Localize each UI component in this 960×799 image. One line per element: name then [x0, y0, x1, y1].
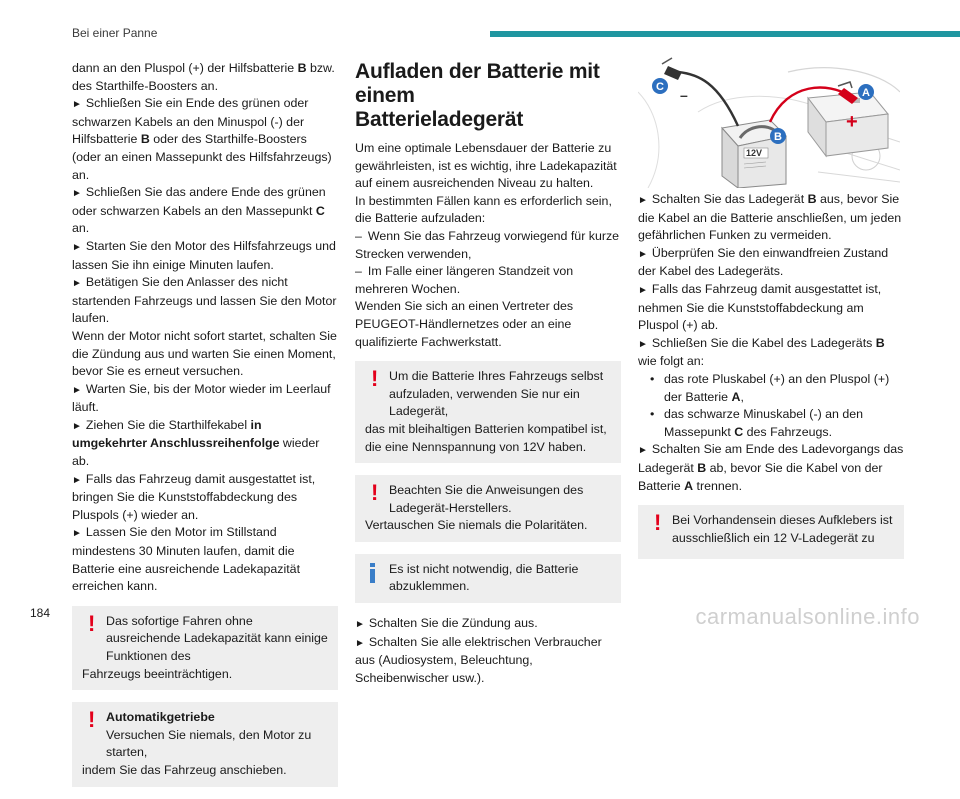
- list-item: – Im Falle einer längeren Standzeit von mehreren Wochen.: [355, 264, 574, 296]
- svg-text:B: B: [774, 131, 782, 143]
- list-item: – Wenn Sie das Fahrzeug vorwiegend für kurze Strecken verwenden,: [355, 228, 620, 261]
- step-item: ► Falls das Fahrzeug damit ausgestattet ist, bringen Sie die Kunststoffabdeckung des Pluspols (+) wieder an.: [72, 471, 316, 522]
- info-icon: [370, 563, 375, 583]
- step-arrow-icon: ►: [355, 637, 365, 649]
- step-item: ► Falls das Fahrzeug damit ausgestattet ist, nehmen Sie die Kunststoffabdeckung am Pluspol (+) ab.: [638, 281, 882, 333]
- svg-text:A: A: [862, 87, 870, 99]
- step-item: ► Schalten Sie am Ende des Ladevorgangs das Ladegerät B ab, bevor Sie die Kabel von der Batterie A trennen.: [638, 442, 904, 493]
- label-c: [652, 78, 668, 94]
- step-arrow-icon: ►: [72, 278, 82, 290]
- step-arrow-icon: ►: [638, 248, 648, 260]
- warning-exclamation-icon: !: [88, 610, 96, 636]
- step-item: ► Ziehen Sie die Starthilfekabel in umgekehrter Anschlussreihenfolge wieder ab.: [72, 417, 320, 469]
- step-item: ► Schließen Sie die Kabel des Ladegeräts B wie folgt an:: [638, 335, 885, 369]
- warning-exclamation-icon: !: [371, 366, 379, 392]
- step-arrow-icon: ►: [638, 338, 648, 350]
- step-item: ► Betätigen Sie den Anlasser des nicht startenden Fahrzeugs und lassen Sie den Motor laufen.: [72, 275, 337, 326]
- column-1: [72, 60, 338, 799]
- column-2: [355, 60, 621, 687]
- column-3: [638, 191, 904, 571]
- warning-note: ! Um die Batterie Ihres Fahrzeugs selbst aufzuladen, verwenden Sie nur ein Ladegerät, das mit bleihaltigen Batterien kompatibel ist, die eine Nennspannung von 12V haben.: [355, 361, 621, 463]
- bullet-icon: •: [650, 371, 655, 386]
- step-item: ► Überprüfen Sie den einwandfreien Zustand der Kabel des Ladegeräts.: [638, 245, 889, 279]
- step-item: ► Schalten Sie das Ladegerät B aus, bevor Sie die Kabel an die Batterie anschließen, um jeden gefährlichen Funken zu vermeiden.: [638, 192, 902, 243]
- paragraph: In bestimmten Fällen kann es erforderlich sein, die Batterie aufzuladen:: [355, 193, 612, 226]
- step-arrow-icon: ►: [72, 420, 82, 432]
- warning-exclamation-icon: !: [371, 480, 379, 506]
- step-item: ► Lassen Sie den Motor im Stillstand mindestens 30 Minuten laufen, damit die Batterie eine ausreichende Ladekapazität erreichen kann.: [72, 525, 301, 594]
- paragraph: Um eine optimale Lebensdauer der Batterie zu gewährleisten, ist es wichtig, ihre Ladekapazität auf einem ausreichenden Niveau zu halten.: [355, 141, 617, 191]
- step-arrow-icon: ►: [72, 241, 82, 253]
- warning-note: ! Das sofortige Fahren ohne ausreichende Ladekapazität kann einige Funktionen des Fahrzeugs beeinträchtigen.: [72, 606, 338, 690]
- plus-sign-icon: +: [846, 111, 858, 133]
- label-a: [858, 84, 874, 100]
- sub-list-item: • das rote Pluskabel (+) an den Pluspol (+) der Batterie A,: [650, 371, 890, 404]
- warning-note: ! Bei Vorhandensein dieses Aufklebers ist ausschließlich ein 12 V-Ladegerät zu: [638, 505, 904, 559]
- step-item: ► Schalten Sie alle elektrischen Verbraucher aus (Audiosystem, Beleuchtung, Scheibenwischer usw.).: [355, 634, 602, 685]
- warning-note: ! Beachten Sie die Anweisungen des Ladegerät-Herstellers. Vertauschen Sie niemals die Polaritäten.: [355, 475, 621, 542]
- step-arrow-icon: ►: [72, 188, 82, 200]
- battery-charger-illustration: [638, 52, 900, 188]
- step-item: ► Schließen Sie ein Ende des grünen oder schwarzen Kabels an den Minuspol (-) der Hilfsbatterie B oder des Starthilfe-Boosters (oder an einen Massepunkt des Hilfsfahrzeugs) an.: [72, 96, 332, 182]
- step-item: ► Schalten Sie die Zündung aus.: [355, 615, 621, 634]
- label-b: [770, 128, 786, 144]
- section-heading: Aufladen der Batterie mit einem Batterieladegerät: [355, 60, 600, 131]
- paragraph: Wenn der Motor nicht sofort startet, schalten Sie die Zündung aus und warten Sie einen Moment, bevor Sie es erneut versuchen.: [72, 328, 337, 379]
- step-item: ► Starten Sie den Motor des Hilfsfahrzeugs und lassen Sie ihn einige Minuten laufen.: [72, 238, 336, 272]
- step-arrow-icon: ►: [638, 284, 648, 296]
- step-item: ► Warten Sie, bis der Motor wieder im Leerlauf läuft.: [72, 381, 331, 415]
- paragraph: dann an den Pluspol (+) der Hilfsbatterie B bzw. des Starthilfe-Boosters an.: [72, 61, 335, 93]
- step-item: ► Schließen Sie das andere Ende des grünen oder schwarzen Kabels an den Massepunkt C an.: [72, 185, 326, 236]
- warning-exclamation-icon: !: [88, 707, 96, 733]
- section-accent-bar: [490, 31, 960, 37]
- svg-text:C: C: [656, 81, 664, 93]
- watermark: carmanualsonline.info: [695, 604, 920, 629]
- info-note: Es ist nicht notwendig, die Batterie abzuklemmen.: [355, 554, 621, 603]
- voltage-label: 12V: [746, 148, 763, 158]
- step-arrow-icon: ►: [638, 195, 648, 206]
- step-arrow-icon: ►: [72, 528, 82, 540]
- step-arrow-icon: ►: [72, 384, 82, 396]
- step-arrow-icon: ►: [638, 445, 648, 457]
- step-arrow-icon: ►: [355, 619, 365, 631]
- step-arrow-icon: ►: [72, 474, 82, 486]
- bullet-icon: •: [650, 407, 655, 422]
- sub-list-item: • das schwarze Minuskabel (-) an den Massepunkt C des Fahrzeugs.: [650, 407, 864, 439]
- page-number: 184: [30, 606, 51, 620]
- warning-exclamation-icon: !: [654, 510, 662, 536]
- warning-note: ! Automatikgetriebe Versuchen Sie niemals, den Motor zu starten, indem Sie das Fahrzeug anschieben.: [72, 702, 338, 786]
- step-arrow-icon: ►: [72, 99, 82, 111]
- minus-sign-icon: –: [680, 87, 688, 103]
- paragraph: Wenden Sie sich an einen Vertreter des PEUGEOT-Händlernetzes oder an eine qualifizierte Fachwerkstatt.: [355, 299, 574, 349]
- section-title: Bei einer Panne: [72, 26, 158, 40]
